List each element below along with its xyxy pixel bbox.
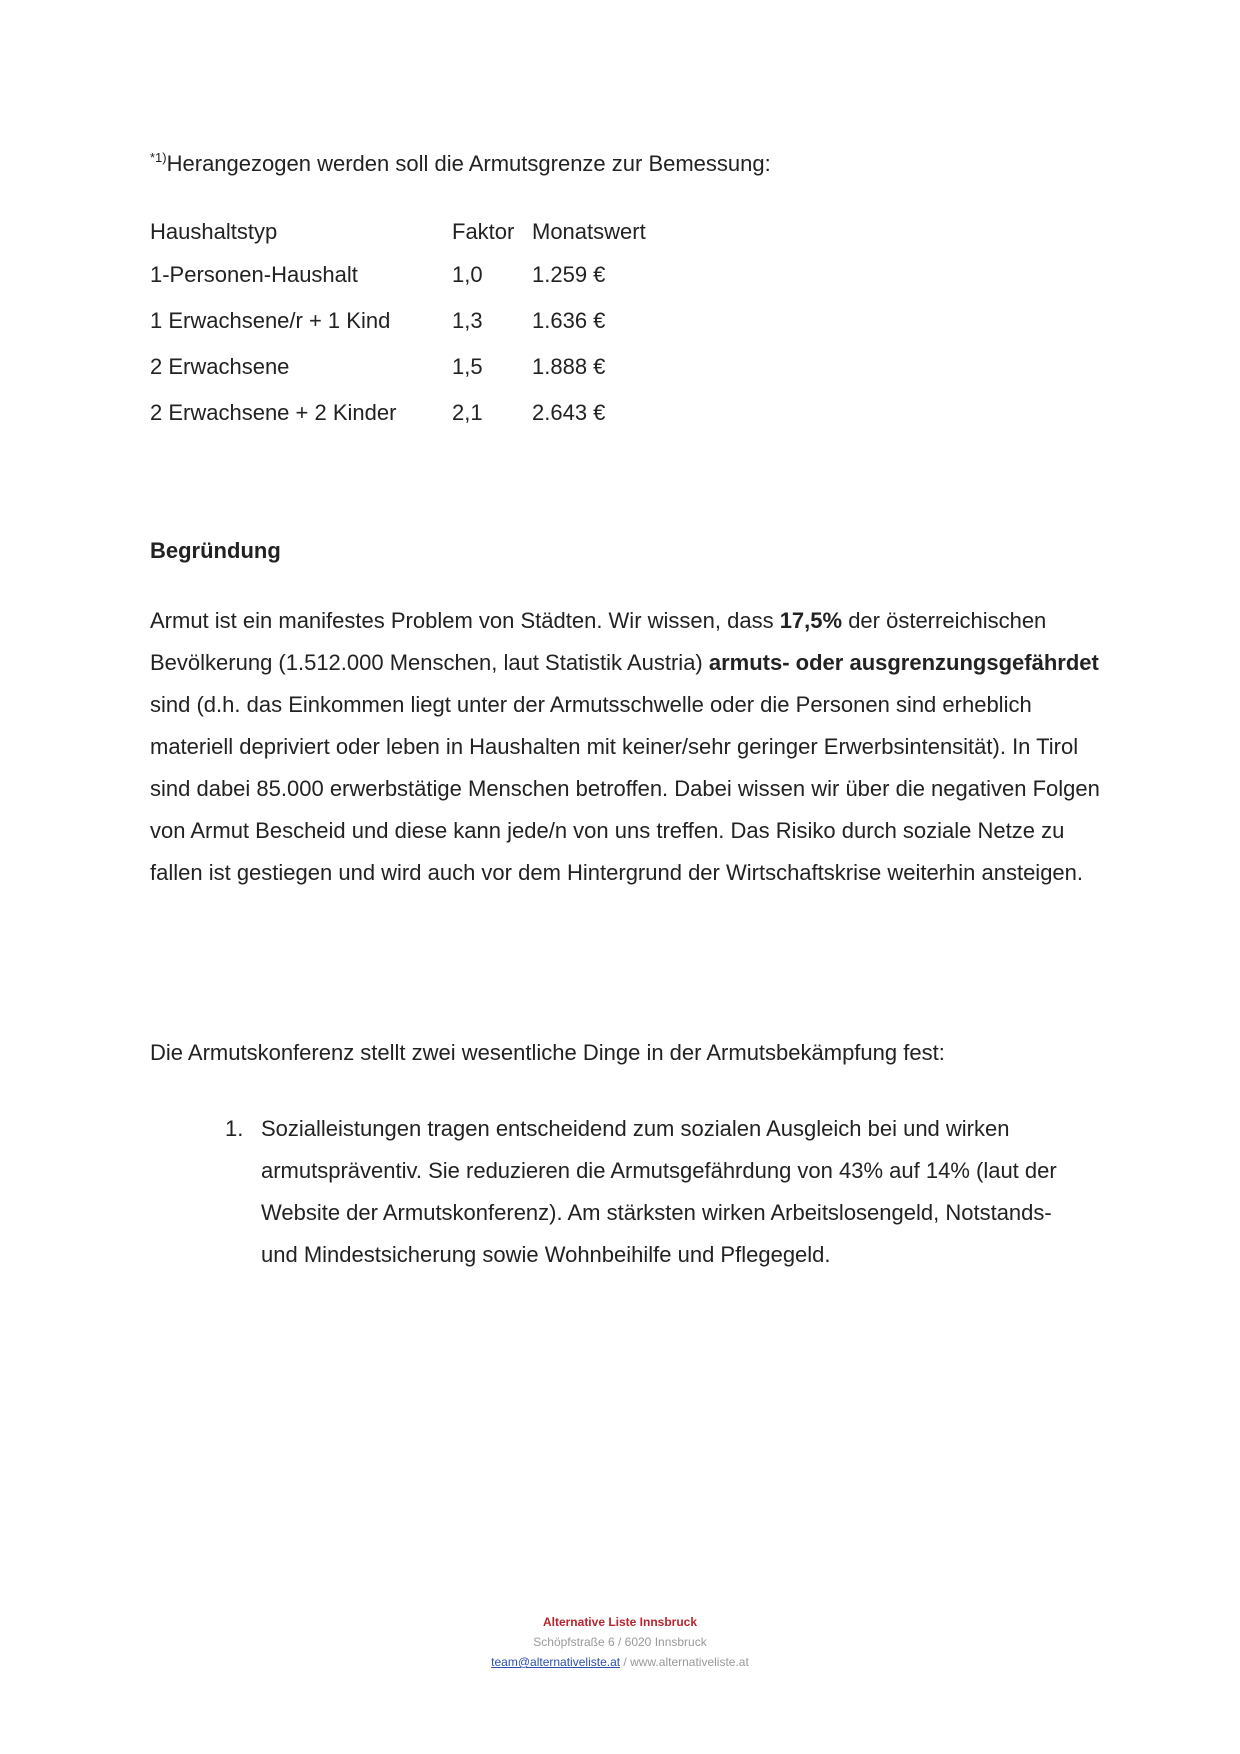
paragraph-text: sind (d.h. das Einkommen liegt unter der Armutsschwelle oder die Personen sind erheblich materiell depriviert oder leben in Haushalten mit keiner/sehr geringer Erwerbsintensität). In Tirol sind dabei 85.000 erwerbstätige Menschen betroffen. Dabei wissen wir über die negativen Folgen von Armut Bescheid und diese kann jede/n von uns treffen. Das Risiko durch soziale Netze zu fallen ist gestiegen und wird auch vor dem Hintergrund der Wirtschaftskrise weiterhin ansteigen. (150, 692, 1100, 885)
header-haushaltstyp: Haushaltstyp (150, 219, 278, 244)
table-header-row (150, 212, 682, 252)
household-type: 1 Erwachsene/r + 1 Kind (150, 308, 391, 333)
monthly-value: 1.259 € (532, 262, 606, 287)
footnote-marker: *1) (150, 150, 167, 165)
at-risk-highlight: armuts- oder ausgrenzungsgefährdet (708, 650, 1099, 675)
footnote (150, 150, 771, 177)
page-footer (0, 1612, 1240, 1672)
poverty-threshold-table (150, 212, 682, 436)
footer-email-link[interactable]: team@alternativeliste.at (491, 1655, 621, 1669)
list-item-text: Sozialleistungen tragen entscheidend zum sozialen Ausgleich bei und wirken armutspräventiv. Sie reduzieren die Armutsgefährdung von 43% auf 14% (laut der Website der Armutskonferenz). Am stärksten wirken Arbeitslosengeld, Notstands- und Mindestsicherung sowie Wohnbeihilfe und Pflegegeld. (261, 1116, 1057, 1267)
household-type: 1-Personen-Haushalt (150, 262, 358, 287)
header-monatswert: Monatswert (532, 219, 646, 244)
poverty-rate-highlight: 17,5% (779, 608, 843, 633)
table-row (150, 344, 682, 390)
factor: 2,1 (452, 400, 483, 425)
monthly-value: 1.888 € (532, 354, 606, 379)
factor: 1,5 (452, 354, 483, 379)
table-row (150, 252, 682, 298)
header-faktor: Faktor (452, 219, 515, 244)
monthly-value: 1.636 € (532, 308, 606, 333)
factor: 1,3 (452, 308, 483, 333)
paragraph-text: der österreichischen Bevölkerung (1.512.000 Menschen, laut Statistik Austria) (150, 608, 1047, 675)
begruendung-paragraph (150, 600, 1100, 894)
list-item (225, 1108, 1065, 1276)
household-type: 2 Erwachsene (150, 354, 290, 379)
footer-contact (0, 1652, 1240, 1672)
table-row (150, 298, 682, 344)
footer-address: Schöpfstraße 6 / 6020 Innsbruck (533, 1635, 707, 1649)
footnote-text: Herangezogen werden soll die Armutsgrenze zur Bemessung: (166, 151, 771, 176)
section-heading-begruendung: Begründung (150, 538, 281, 563)
footer-organization: Alternative Liste Innsbruck (542, 1615, 698, 1629)
footer-separator: / (620, 1655, 631, 1669)
monthly-value: 2.643 € (532, 400, 606, 425)
table-row (150, 390, 682, 436)
list-number: 1. (225, 1116, 244, 1141)
armutskonferenz-intro: Die Armutskonferenz stellt zwei wesentliche Dinge in der Armutsbekämpfung fest: (150, 1040, 945, 1065)
factor: 1,0 (452, 262, 483, 287)
footer-website[interactable]: www.alternativeliste.at (630, 1655, 749, 1669)
household-type: 2 Erwachsene + 2 Kinder (150, 400, 397, 425)
armutskonferenz-list (225, 1108, 1065, 1276)
paragraph-text: Armut ist ein manifestes Problem von Städten. Wir wissen, dass (150, 608, 780, 633)
